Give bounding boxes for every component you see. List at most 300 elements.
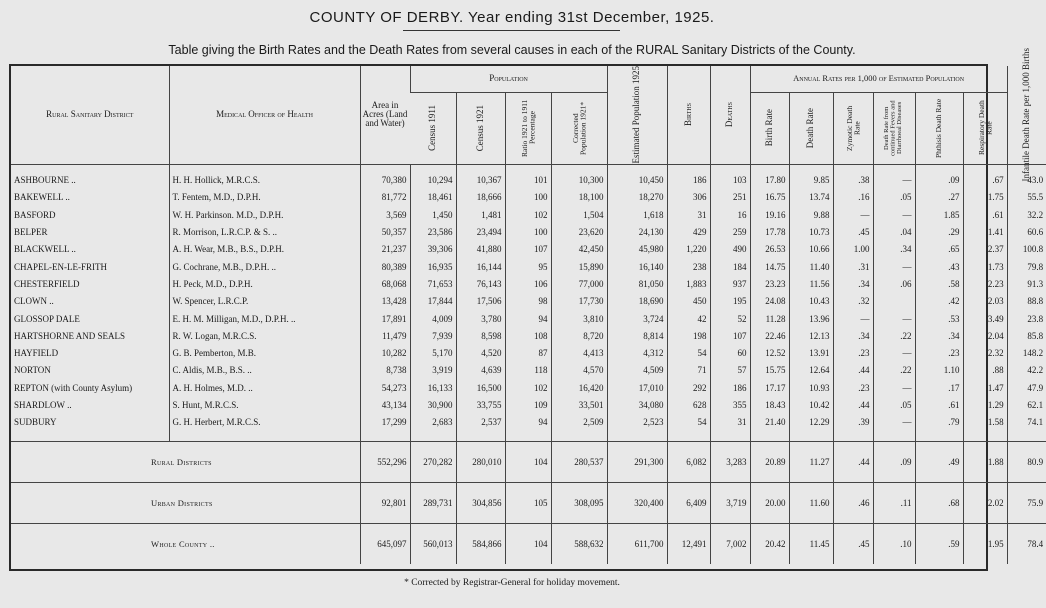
- footnote: * Corrected by Registrar-General for holiday movement.: [404, 578, 620, 588]
- table-cell: 8,598: [456, 327, 505, 344]
- table-cell: 1,450: [410, 206, 456, 223]
- summary-cell: 2.02: [963, 482, 1007, 523]
- table-cell: 4,570: [551, 362, 607, 379]
- district-name: CHESTERFIELD: [14, 278, 80, 289]
- table-cell: .88: [963, 362, 1007, 379]
- table-cell: 33,501: [551, 396, 607, 413]
- separator-cell: [963, 431, 1007, 442]
- table-cell: .23: [833, 379, 873, 396]
- table-cell: 10,300: [551, 172, 607, 189]
- header-infantile: Infantile Death Rate per 1,000 Births: [1007, 66, 1046, 164]
- table-cell: 184: [710, 258, 750, 275]
- medical-officer: E. H. M. Milligan, M.D., D.P.H. ..: [169, 310, 360, 327]
- header-estimated: Estimated Population 1925: [607, 66, 667, 164]
- table-cell: .61: [963, 206, 1007, 223]
- table-cell: 23.23: [750, 275, 789, 292]
- table-cell: 47.9: [1007, 379, 1046, 396]
- table-row: [11, 396, 1046, 413]
- header-ratio: Ratio 1921 to 1911 Percentage: [505, 92, 551, 164]
- separator-cell: [551, 431, 607, 442]
- summary-row: [11, 523, 1046, 564]
- summary-cell: 308,095: [551, 482, 607, 523]
- table-cell: 251: [710, 189, 750, 206]
- table-cell: 109: [505, 396, 551, 413]
- summary-cell: 645,097: [360, 523, 410, 564]
- table-cell: 23,494: [456, 223, 505, 240]
- table-row: [11, 241, 1046, 258]
- table-row: [11, 223, 1046, 240]
- summary-cell: 20.00: [750, 482, 789, 523]
- district-name: BAKEWELL ..: [14, 192, 70, 203]
- table-cell: 55.5: [1007, 189, 1046, 206]
- table-row: [11, 327, 1046, 344]
- summary-cell: 280,537: [551, 441, 607, 482]
- table-cell: 60.6: [1007, 223, 1046, 240]
- table-cell: 292: [667, 379, 710, 396]
- table-cell: 21,237: [360, 241, 410, 258]
- table-cell: 68,068: [360, 275, 410, 292]
- separator-cell: [607, 431, 667, 442]
- header-district: Rural Sanitary District: [11, 66, 169, 164]
- medical-officer: A. H. Holmes, M.D. ..: [169, 379, 360, 396]
- table-cell: 4,520: [456, 344, 505, 361]
- table-cell: .44: [833, 362, 873, 379]
- table-cell: .79: [915, 414, 963, 431]
- table-cell: 103: [710, 172, 750, 189]
- table-cell: 33,755: [456, 396, 505, 413]
- table-cell: 12.13: [789, 327, 833, 344]
- table-cell: .67: [963, 172, 1007, 189]
- table-cell: 306: [667, 189, 710, 206]
- table-row: [11, 189, 1046, 206]
- table-cell: 100: [505, 189, 551, 206]
- table-row: [11, 310, 1046, 327]
- medical-officer: S. Hunt, M.R.C.S.: [169, 396, 360, 413]
- summary-cell: 104: [505, 441, 551, 482]
- table-cell: .06: [873, 275, 915, 292]
- district-name: BASFORD: [14, 209, 56, 220]
- summary-cell: 75.9: [1007, 482, 1046, 523]
- table-cell: .58: [915, 275, 963, 292]
- table-cell: 2.23: [963, 275, 1007, 292]
- separator-cell: [410, 431, 456, 442]
- table-cell: 2.03: [963, 293, 1007, 310]
- district-name: GLOSSOP DALE: [14, 313, 80, 324]
- summary-cell: .44: [833, 441, 873, 482]
- table-cell: 71,653: [410, 275, 456, 292]
- table-row: [11, 293, 1046, 310]
- table-cell: 17,299: [360, 414, 410, 431]
- medical-officer: R. Morrison, L.R.C.P. & S. ..: [169, 223, 360, 240]
- separator-cell: [710, 431, 750, 442]
- table-cell: 24,130: [607, 223, 667, 240]
- table-cell: 10,450: [607, 172, 667, 189]
- header-census1911: Census 1911: [410, 92, 456, 164]
- table-cell: 11.56: [789, 275, 833, 292]
- summary-name: Urban Districts: [11, 482, 360, 523]
- separator-cell: [873, 431, 915, 442]
- table-cell: 2,537: [456, 414, 505, 431]
- table-cell: 10.66: [789, 241, 833, 258]
- table-cell: 937: [710, 275, 750, 292]
- table-cell: 31: [667, 206, 710, 223]
- table-cell: 3.49: [963, 310, 1007, 327]
- table-cell: —: [873, 379, 915, 396]
- summary-cell: .59: [915, 523, 963, 564]
- table-cell: 43,134: [360, 396, 410, 413]
- table-cell: 71: [667, 362, 710, 379]
- table-cell: 10,367: [456, 172, 505, 189]
- medical-officer: T. Fentem, M.D., D.P.H.: [169, 189, 360, 206]
- summary-cell: .09: [873, 441, 915, 482]
- table-cell: 42: [667, 310, 710, 327]
- table-cell: 14.75: [750, 258, 789, 275]
- table-cell: 43.0: [1007, 172, 1046, 189]
- table-cell: —: [873, 206, 915, 223]
- table-cell: 1.73: [963, 258, 1007, 275]
- table-cell: 429: [667, 223, 710, 240]
- table-cell: 3,810: [551, 310, 607, 327]
- table-cell: 107: [710, 327, 750, 344]
- separator-cell: [456, 431, 505, 442]
- table-cell: .61: [915, 396, 963, 413]
- header-deaths: Deaths: [710, 66, 750, 164]
- separator-cell: [750, 431, 789, 442]
- table-cell: 2.32: [963, 344, 1007, 361]
- table-row: [11, 275, 1046, 292]
- table-cell: 94: [505, 414, 551, 431]
- summary-cell: 92,801: [360, 482, 410, 523]
- table-cell: 39,306: [410, 241, 456, 258]
- table-cell: 23,620: [551, 223, 607, 240]
- summary-cell: 1.88: [963, 441, 1007, 482]
- table-cell: .29: [915, 223, 963, 240]
- separator-cell: [1007, 431, 1046, 442]
- table-cell: .65: [915, 241, 963, 258]
- summary-cell: 80.9: [1007, 441, 1046, 482]
- header-zymotic: Zymotic Death Rate: [833, 92, 873, 164]
- table-row: [11, 172, 1046, 189]
- table-cell: 16,420: [551, 379, 607, 396]
- table-cell: 9.88: [789, 206, 833, 223]
- table-cell: 91.3: [1007, 275, 1046, 292]
- summary-cell: 304,856: [456, 482, 505, 523]
- table-cell: .42: [915, 293, 963, 310]
- district-name: REPTON (with County Asylum): [14, 382, 133, 393]
- table-cell: .16: [833, 189, 873, 206]
- table-cell: 17.17: [750, 379, 789, 396]
- table-row: [11, 258, 1046, 275]
- summary-cell: 560,013: [410, 523, 456, 564]
- table-cell: 17,844: [410, 293, 456, 310]
- table-cell: —: [873, 258, 915, 275]
- summary-cell: 3,719: [710, 482, 750, 523]
- table-cell: 23,586: [410, 223, 456, 240]
- district-name: HAYFIELD: [14, 348, 59, 359]
- table-cell: .34: [915, 327, 963, 344]
- medical-officer: H. H. Hollick, M.R.C.S.: [169, 172, 360, 189]
- table-cell: 81,050: [607, 275, 667, 292]
- table-cell: 95: [505, 258, 551, 275]
- header-births: Births: [667, 66, 710, 164]
- table-cell: —: [873, 310, 915, 327]
- table-cell: 3,780: [456, 310, 505, 327]
- summary-cell: 611,700: [607, 523, 667, 564]
- summary-cell: 105: [505, 482, 551, 523]
- table-cell: 16: [710, 206, 750, 223]
- table-cell: .22: [873, 362, 915, 379]
- table-cell: .34: [833, 327, 873, 344]
- table-cell: 18,666: [456, 189, 505, 206]
- table-cell: 70,380: [360, 172, 410, 189]
- table-cell: 22.46: [750, 327, 789, 344]
- table-cell: 13.91: [789, 344, 833, 361]
- summary-cell: 20.42: [750, 523, 789, 564]
- table-cell: 106: [505, 275, 551, 292]
- table-row: [11, 379, 1046, 396]
- table-row: [11, 414, 1046, 431]
- table-cell: 54: [667, 414, 710, 431]
- separator-cell: [11, 431, 169, 442]
- table-cell: 3,724: [607, 310, 667, 327]
- table-row: [11, 362, 1046, 379]
- table-cell: 34,080: [607, 396, 667, 413]
- table-cell: 1.75: [963, 189, 1007, 206]
- separator-cell: [915, 431, 963, 442]
- table-cell: 94: [505, 310, 551, 327]
- medical-officer: R. W. Logan, M.R.C.S.: [169, 327, 360, 344]
- table-cell: 79.8: [1007, 258, 1046, 275]
- table-cell: .34: [873, 241, 915, 258]
- table-body: [11, 164, 1046, 564]
- table-cell: 1,618: [607, 206, 667, 223]
- table-cell: —: [873, 414, 915, 431]
- table-cell: 16,133: [410, 379, 456, 396]
- summary-cell: .10: [873, 523, 915, 564]
- table-cell: 8,814: [607, 327, 667, 344]
- table-cell: 1.10: [915, 362, 963, 379]
- table-cell: 26.53: [750, 241, 789, 258]
- summary-cell: .11: [873, 482, 915, 523]
- summary-cell: 6,082: [667, 441, 710, 482]
- table-cell: 18,690: [607, 293, 667, 310]
- table-cell: 3,919: [410, 362, 456, 379]
- table-cell: 18,100: [551, 189, 607, 206]
- table-cell: .05: [873, 396, 915, 413]
- table-cell: 12.64: [789, 362, 833, 379]
- table-cell: 42.2: [1007, 362, 1046, 379]
- summary-cell: 584,866: [456, 523, 505, 564]
- table-cell: 74.1: [1007, 414, 1046, 431]
- table-cell: 11.28: [750, 310, 789, 327]
- medical-officer: G. B. Pemberton, M.B.: [169, 344, 360, 361]
- table-cell: 4,639: [456, 362, 505, 379]
- page-title: COUNTY OF DERBY. Year ending 31st December, 1925.: [309, 9, 715, 26]
- table-cell: 1.29: [963, 396, 1007, 413]
- medical-officer: A. H. Wear, M.B., B.S., D.P.H.: [169, 241, 360, 258]
- table-cell: 10.42: [789, 396, 833, 413]
- table-cell: 195: [710, 293, 750, 310]
- table-cell: .31: [833, 258, 873, 275]
- medical-officer: W. H. Parkinson. M.D., D.P.H.: [169, 206, 360, 223]
- separator-cell: [833, 431, 873, 442]
- table-cell: 9.85: [789, 172, 833, 189]
- table-cell: 30,900: [410, 396, 456, 413]
- table-cell: 102: [505, 379, 551, 396]
- table-cell: 1.58: [963, 414, 1007, 431]
- table-cell: —: [833, 310, 873, 327]
- table-cell: 3,569: [360, 206, 410, 223]
- summary-cell: 280,010: [456, 441, 505, 482]
- table-cell: 10,294: [410, 172, 456, 189]
- medical-officer: H. Peck, M.D., D.P.H.: [169, 275, 360, 292]
- table-cell: .44: [833, 396, 873, 413]
- table-cell: 4,413: [551, 344, 607, 361]
- table-cell: 45,980: [607, 241, 667, 258]
- separator-cell: [505, 431, 551, 442]
- summary-name: Rural Districts: [11, 441, 360, 482]
- table-cell: 18,270: [607, 189, 667, 206]
- table-cell: 24.08: [750, 293, 789, 310]
- summary-cell: 291,300: [607, 441, 667, 482]
- table-cell: 118: [505, 362, 551, 379]
- table-cell: 4,509: [607, 362, 667, 379]
- table-cell: 17,010: [607, 379, 667, 396]
- separator-cell: [789, 431, 833, 442]
- table-cell: 1,883: [667, 275, 710, 292]
- table-cell: 1,220: [667, 241, 710, 258]
- summary-row: [11, 441, 1046, 482]
- table-cell: 108: [505, 327, 551, 344]
- table-cell: .09: [915, 172, 963, 189]
- table-cell: .34: [833, 275, 873, 292]
- table-cell: 101: [505, 172, 551, 189]
- table-cell: 17.78: [750, 223, 789, 240]
- header-officer: Medical Officer of Health: [169, 66, 360, 164]
- table-cell: 107: [505, 241, 551, 258]
- table-cell: 4,009: [410, 310, 456, 327]
- table-cell: 16,144: [456, 258, 505, 275]
- table-cell: 2,509: [551, 414, 607, 431]
- table-cell: .38: [833, 172, 873, 189]
- table-cell: 42,450: [551, 241, 607, 258]
- table-cell: 100.8: [1007, 241, 1046, 258]
- table-cell: 17.80: [750, 172, 789, 189]
- row-separator: [11, 431, 1046, 442]
- table-cell: .23: [833, 344, 873, 361]
- summary-name: Whole County ..: [151, 538, 215, 549]
- header-respiratory: Respiratory Death Rate: [963, 92, 1007, 164]
- table-cell: .05: [873, 189, 915, 206]
- separator-cell: [169, 431, 360, 442]
- table-cell: 102: [505, 206, 551, 223]
- header-population: Population: [410, 66, 607, 92]
- table-cell: 259: [710, 223, 750, 240]
- medical-officer: W. Spencer, L.R.C.P.: [169, 293, 360, 310]
- summary-cell: .68: [915, 482, 963, 523]
- table-cell: 98: [505, 293, 551, 310]
- summary-cell: 6,409: [667, 482, 710, 523]
- header-census1921: Census 1921: [456, 92, 505, 164]
- summary-cell: 11.60: [789, 482, 833, 523]
- table-cell: 10.93: [789, 379, 833, 396]
- table-cell: 1.47: [963, 379, 1007, 396]
- table-cell: 11,479: [360, 327, 410, 344]
- separator-cell: [360, 431, 410, 442]
- table-cell: 54,273: [360, 379, 410, 396]
- summary-cell: 3,283: [710, 441, 750, 482]
- table-cell: 18,461: [410, 189, 456, 206]
- summary-cell: 289,731: [410, 482, 456, 523]
- table-cell: 50,357: [360, 223, 410, 240]
- table-cell: 17,891: [360, 310, 410, 327]
- table-cell: 60: [710, 344, 750, 361]
- table-cell: .27: [915, 189, 963, 206]
- table-cell: 88.8: [1007, 293, 1046, 310]
- summary-row: [11, 482, 1046, 523]
- table-cell: 13,428: [360, 293, 410, 310]
- table-cell: 52: [710, 310, 750, 327]
- table-cell: 17,506: [456, 293, 505, 310]
- district-name: NORTON: [14, 365, 51, 376]
- district-name: SHARDLOW ..: [14, 400, 72, 410]
- separator-cell: [667, 431, 710, 442]
- table-cell: —: [873, 344, 915, 361]
- table-cell: 5,170: [410, 344, 456, 361]
- medical-officer: C. Aldis, M.B., B.S. ..: [169, 362, 360, 379]
- table-cell: .22: [873, 327, 915, 344]
- district-name: HARTSHORNE AND SEALS: [14, 330, 125, 341]
- summary-cell: 270,282: [410, 441, 456, 482]
- table-cell: 62.1: [1007, 396, 1046, 413]
- table-cell: 2,683: [410, 414, 456, 431]
- district-name: CHAPEL-EN-LE-FRITH: [14, 261, 107, 272]
- table-cell: 16,140: [607, 258, 667, 275]
- table-cell: 628: [667, 396, 710, 413]
- summary-cell: 20.89: [750, 441, 789, 482]
- summary-cell: .46: [833, 482, 873, 523]
- table-cell: 81,772: [360, 189, 410, 206]
- table-cell: 87: [505, 344, 551, 361]
- table-cell: 1,481: [456, 206, 505, 223]
- table-cell: 57: [710, 362, 750, 379]
- table-cell: 13.96: [789, 310, 833, 327]
- table-cell: 10,282: [360, 344, 410, 361]
- table-cell: 23.8: [1007, 310, 1046, 327]
- table-cell: 11.40: [789, 258, 833, 275]
- table-cell: 32.2: [1007, 206, 1046, 223]
- table-cell: 186: [710, 379, 750, 396]
- table-cell: —: [833, 206, 873, 223]
- table-cell: 10.73: [789, 223, 833, 240]
- table-cell: [873, 293, 915, 310]
- table-cell: 80,389: [360, 258, 410, 275]
- table-cell: 2,523: [607, 414, 667, 431]
- table-cell: —: [873, 172, 915, 189]
- table-cell: 2.37: [963, 241, 1007, 258]
- table-cell: 15.75: [750, 362, 789, 379]
- table-cell: 16.75: [750, 189, 789, 206]
- header-phthisis: Phthisis Death Rate: [915, 92, 963, 164]
- table-cell: 4,312: [607, 344, 667, 361]
- table-cell: 31: [710, 414, 750, 431]
- table-cell: 15,890: [551, 258, 607, 275]
- table-cell: 238: [667, 258, 710, 275]
- table-cell: 1.41: [963, 223, 1007, 240]
- table-cell: 16,935: [410, 258, 456, 275]
- table-cell: 1,504: [551, 206, 607, 223]
- table-cell: 12.29: [789, 414, 833, 431]
